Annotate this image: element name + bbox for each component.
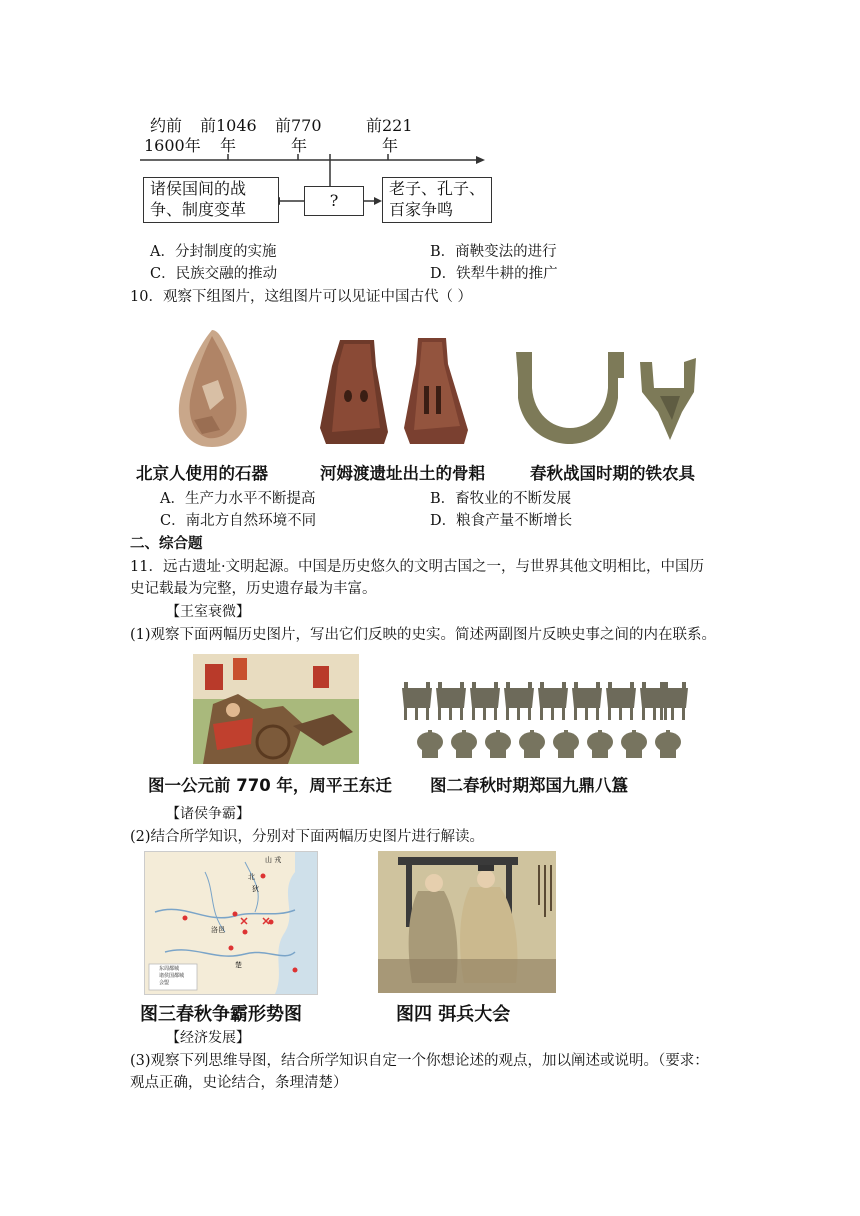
- q10-caption-2: 河姆渡遗址出土的骨耜: [320, 464, 485, 483]
- q9-option-d[interactable]: D．铁犁牛耕的推广: [430, 266, 558, 282]
- timeline-tick-label-1: 约前 1600年: [144, 116, 201, 155]
- sub1-title: 【王室衰微】: [166, 604, 250, 620]
- sub3-question-line2: 观点正确，史论结合，条理清楚）: [130, 1075, 348, 1091]
- q10-option-b[interactable]: B．畜牧业的不断发展: [430, 491, 572, 507]
- sub2-title: 【诸侯争霸】: [166, 806, 250, 822]
- fig1-migration-painting: [193, 654, 359, 764]
- iron-tools-image: [512, 348, 712, 448]
- map-label-shanrong: 山 戎: [265, 856, 282, 864]
- fig4-caption: 图四 弭兵大会: [396, 1004, 511, 1025]
- section2-heading: 二、综合题: [130, 535, 203, 552]
- timeline-tick-label-3: 前770 年: [275, 116, 322, 155]
- q10-stem: 10．观察下组图片，这组图片可以见证中国古代（ ）: [130, 289, 473, 305]
- q10-option-a[interactable]: A．生产力水平不断提高: [160, 491, 316, 507]
- sub3-title: 【经济发展】: [166, 1030, 250, 1046]
- map-label-luoyi: 洛邑: [211, 926, 225, 934]
- fig2-caption: 图二春秋时期郑国九鼎八簋: [430, 776, 628, 795]
- q9-option-c[interactable]: C．民族交融的推动: [150, 266, 278, 282]
- sub1-question: (1)观察下面两幅历史图片，写出它们反映的史实。简述两副图片反映史事之间的内在联系。: [130, 627, 717, 643]
- q11-intro-line2: 史记载最为完整，历史遗存最为丰富。: [130, 581, 377, 597]
- q10-option-c[interactable]: C．南北方自然环境不同: [160, 513, 317, 529]
- sub2-question: (2)结合所学知识，分别对下面两幅历史图片进行解读。: [130, 829, 485, 845]
- map-label-north: 北: [248, 873, 255, 881]
- map-label-di: 狄: [252, 885, 259, 893]
- fig3-map: [144, 851, 318, 995]
- map-legend: 东周都城 诸侯国都城 会盟: [159, 966, 185, 986]
- timeline-middle-box: ?: [304, 186, 364, 216]
- q10-option-d[interactable]: D．粮食产量不断增长: [430, 513, 573, 529]
- fig3-caption: 图三春秋争霸形势图: [140, 1004, 302, 1025]
- timeline-left-box: 诸侯国间的战 争、制度变革: [143, 177, 279, 223]
- q9-option-b[interactable]: B．商鞅变法的进行: [430, 244, 557, 260]
- timeline-tick-label-2: 前1046 年: [200, 116, 257, 155]
- q11-intro-line1: 11．远古遗址·文明起源。中国是历史悠久的文明古国之一，与世界其他文明相比，中国历: [130, 559, 705, 575]
- timeline-tick-label-4: 前221 年: [366, 116, 413, 155]
- fig4-painting: [378, 851, 556, 993]
- map-label-chu: 楚: [235, 961, 242, 969]
- bone-spade-image: [318, 336, 478, 452]
- stone-tool-image: [172, 326, 252, 450]
- fig2-ding-gui-image: [398, 680, 694, 764]
- fig1-caption: 图一公元前 770 年，周平王东迁: [148, 776, 392, 795]
- timeline-right-box: 老子、孔子、 百家争鸣: [382, 177, 492, 223]
- sub3-question-line1: (3)观察下列思维导图，结合所学知识自定一个你想论述的观点，加以阐述或说明。（要求：: [130, 1053, 709, 1069]
- q9-option-a[interactable]: A．分封制度的实施: [150, 244, 277, 260]
- q10-caption-1: 北京人使用的石器: [136, 464, 268, 483]
- q10-caption-3: 春秋战国时期的铁农具: [530, 464, 695, 483]
